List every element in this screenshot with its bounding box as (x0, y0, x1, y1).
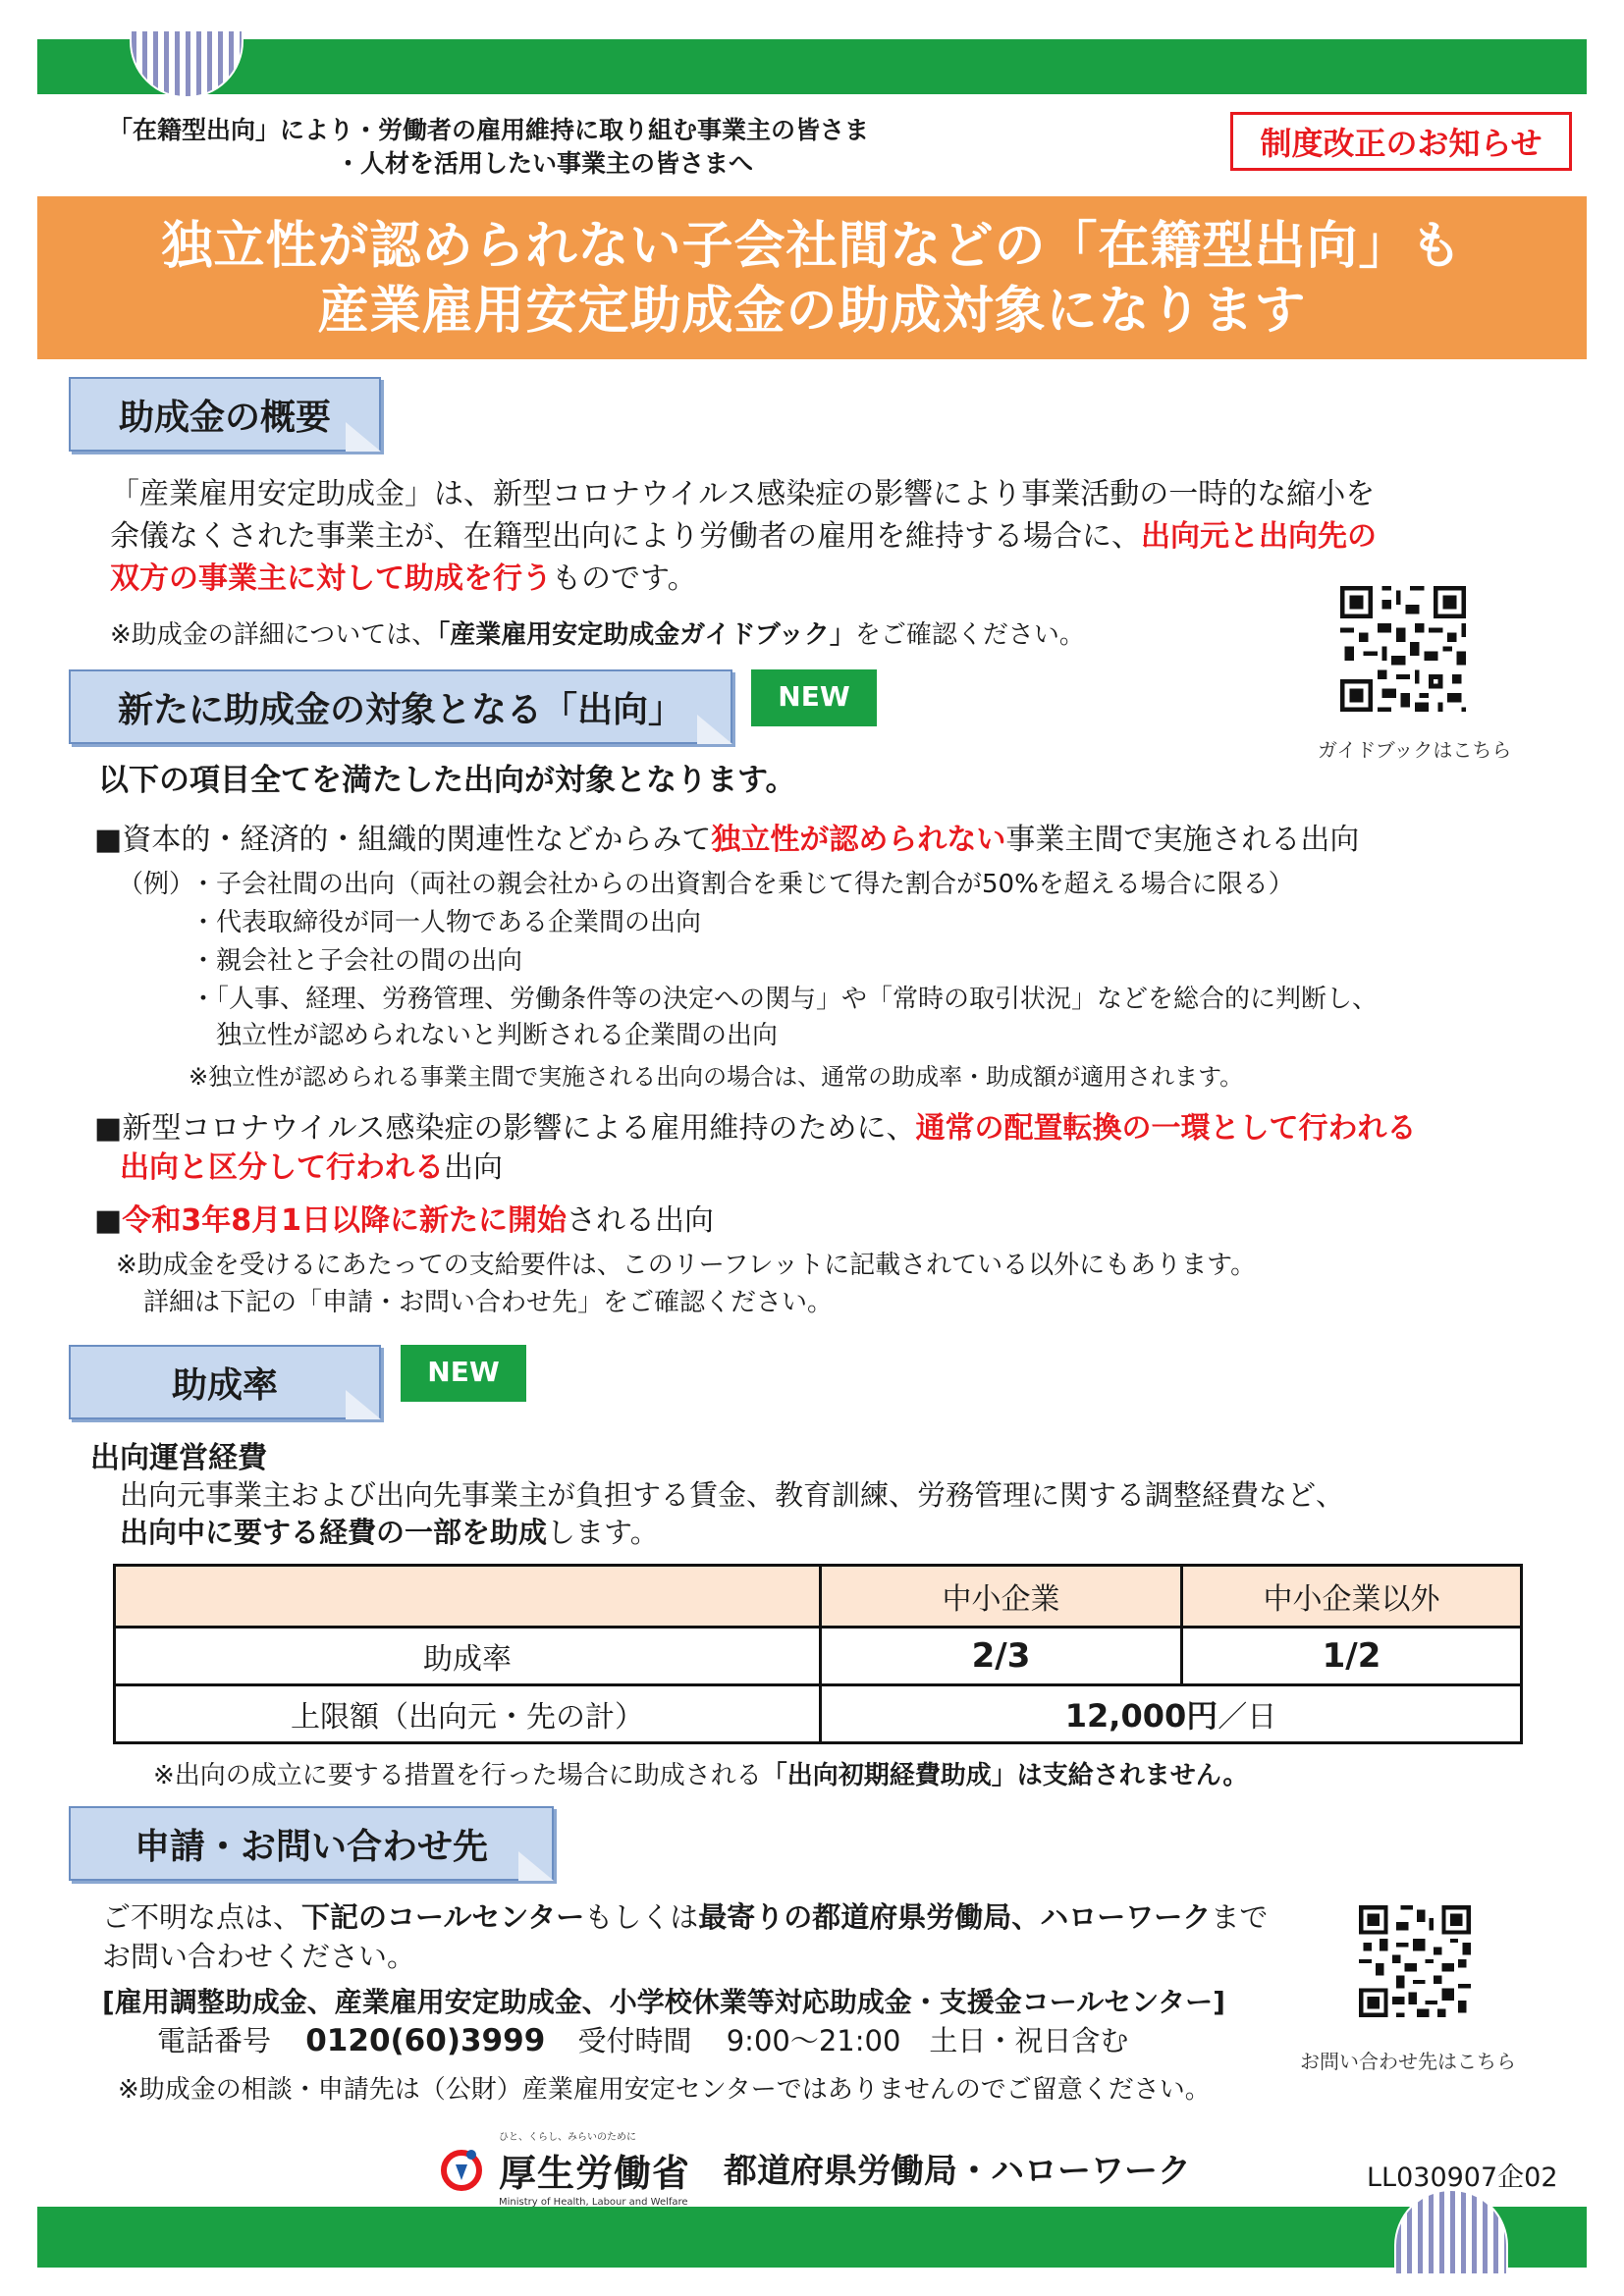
row-label-cap: 上限額（出向元・先の計） (115, 1685, 821, 1743)
table-corner-cell (115, 1566, 821, 1628)
contact-heading: 申請・お問い合わせ先 (134, 1826, 488, 1867)
example-4-line-1: ・「人事、経理、労務管理、労働条件等の決定への関与」や「常時の取引状況」などを総合的に判断し、 (190, 985, 1379, 1014)
reception-hours: 9:00～21:00 土日・祝日含む (726, 2024, 1129, 2057)
audience-line-2: ・人材を活用したい事業主の皆さまへ (336, 149, 754, 178)
ministry-tagline: ひと、くらし、みらいのために (499, 2132, 636, 2143)
audience-line-1: 「在籍型出向」により・労働者の雇用維持に取り組む事業主の皆さま (108, 116, 870, 144)
rate-subheading: 出向運営経費 (90, 1441, 267, 1475)
column-header-other: 中小企業以外 (1182, 1566, 1522, 1628)
requirement-note-2: 詳細は下記の「申請・お問い合わせ先」をご確認ください。 (143, 1288, 834, 1317)
table-header-row (115, 1566, 1522, 1628)
overview-text-line-2: 余儀なくされた事業主が、在籍型出向により労働者の雇用を維持する場合に、出向元と出向先の (110, 519, 1377, 554)
banner-line-2: 産業雇用安定助成金の助成対象になります (317, 282, 1307, 341)
overview-text-line-3: 双方の事業主に対して助成を行うものです。 (110, 561, 697, 596)
condition-item-3: ■令和3年8月1日以降に新たに開始される出向 (94, 1203, 714, 1238)
top-green-band (37, 39, 1587, 94)
contact-heading-tab (69, 1806, 554, 1881)
subsidy-rate-table (113, 1564, 1523, 1744)
example-note: ※独立性が認められる事業主間で実施される出向の場合は、通常の助成率・助成額が適用されます。 (189, 1063, 1244, 1091)
phone-number: 0120(60)3999 (305, 2023, 546, 2058)
rate-other-value: 1/2 (1182, 1628, 1522, 1685)
overview-note: ※助成金の詳細については、「産業雇用安定助成金ガイドブック」をご確認ください。 (110, 620, 1085, 650)
bottom-green-band (37, 2207, 1587, 2268)
revision-notice-box: 制度改正のお知らせ (1230, 112, 1572, 171)
table-row (115, 1628, 1522, 1685)
rate-note: ※出向の成立に要する措置を行った場合に助成される「出向初期経費助成」は支給されません。 (153, 1761, 1249, 1790)
rate-heading: 助成率 (171, 1364, 278, 1406)
new-badge: NEW (401, 1345, 526, 1402)
contact-note: ※助成金の相談・申請先は（公財）産業雇用安定センターではありませんのでご留意ください。 (118, 2075, 1211, 2105)
new-target-heading: 新たに助成金の対象となる「出向」 (117, 689, 683, 730)
audience-text (108, 114, 869, 181)
contact-text-line-2: お問い合わせください。 (102, 1940, 416, 1973)
example-label: （例） (118, 870, 195, 899)
title-banner (37, 196, 1587, 359)
condition-item-1: ■資本的・経済的・組織的関連性などからみて独立性が認められない事業主間で実施される出向 (94, 823, 1360, 857)
contact-qr-code[interactable] (1355, 1901, 1475, 2021)
condition-item-2-line-1: ■新型コロナウイルス感染症の影響による雇用維持のために、通常の配置転換の一環として行われる (94, 1111, 1417, 1146)
bottom-stripe-decoration (1394, 2189, 1508, 2275)
phone-line: 電話番号 0120(60)3999 受付時間 9:00～21:00 土日・祝日含む (157, 2023, 1129, 2058)
table-row (115, 1685, 1522, 1743)
rate-description-2: 出向中に要する経費の一部を助成します。 (120, 1516, 659, 1549)
rate-heading-tab (69, 1345, 381, 1419)
example-4-line-2: 独立性が認められないと判断される企業間の出向 (216, 1021, 779, 1050)
rate-description-1: 出向元事業主および出向先事業主が負担する賃金、教育訓練、労務管理に関する調整経費など、 (120, 1478, 1345, 1512)
example-2: ・代表取締役が同一人物である企業間の出向 (190, 908, 702, 937)
ministry-name-english: Ministry of Health, Labour and Welfare (499, 2197, 688, 2208)
tab-fold-corner (346, 1390, 381, 1419)
document-code: LL030907企02 (1367, 2163, 1558, 2193)
row-label-rate: 助成率 (115, 1628, 821, 1685)
ministry-name-block (499, 2128, 690, 2208)
ministry-name: 厚生労働省 (499, 2152, 691, 2195)
tab-fold-corner (346, 422, 381, 452)
footer-offices: 都道府県労働局・ハローワーク (724, 2152, 1192, 2191)
guidebook-qr-caption: ガイドブックはこちら (1318, 738, 1512, 762)
example-1: ・子会社間の出向（両社の親会社からの出資割合を乗じて得た割合が50%を超える場合に限る） (190, 870, 1294, 899)
footer-logo-area (438, 2128, 1191, 2208)
contact-text-line-1: ご不明な点は、下記のコールセンターもしくは最寄りの都道府県労働局、ハローワークまで (102, 1900, 1269, 1934)
call-center-name: [雇用調整助成金、産業雇用安定助成金、小学校休業等対応助成金・支援金コールセンター] (102, 1986, 1225, 2018)
guidebook-qr-code[interactable] (1335, 581, 1471, 717)
column-header-sme: 中小企業 (821, 1566, 1182, 1628)
tab-fold-corner (697, 715, 732, 744)
tab-fold-corner (518, 1851, 554, 1881)
overview-text-line-1: 「産業雇用安定助成金」は、新型コロナウイルス感染症の影響により事業活動の一時的な縮小を (110, 477, 1376, 511)
overview-heading: 助成金の概要 (118, 397, 331, 438)
new-target-lead: 以下の項目全てを満たした出向が対象となります。 (98, 763, 796, 798)
cap-value: 12,000円／日 (821, 1685, 1522, 1743)
new-badge: NEW (751, 669, 877, 726)
requirement-note-1: ※助成金を受けるにあたっての支給要件は、このリーフレットに記載されている以外にもあります。 (116, 1251, 1257, 1280)
mhlw-logo-icon (438, 2145, 485, 2192)
new-target-heading-tab (69, 669, 732, 744)
contact-qr-caption: お問い合わせ先はこちら (1300, 2050, 1516, 2073)
banner-line-1: 独立性が認められない子会社間などの「在籍型出向」も (161, 217, 1463, 276)
example-3: ・親会社と子会社の間の出向 (190, 946, 523, 976)
condition-item-2-line-2: 出向と区分して行われる出向 (120, 1150, 503, 1185)
rate-sme-value: 2/3 (821, 1628, 1182, 1685)
overview-heading-tab (69, 377, 381, 452)
